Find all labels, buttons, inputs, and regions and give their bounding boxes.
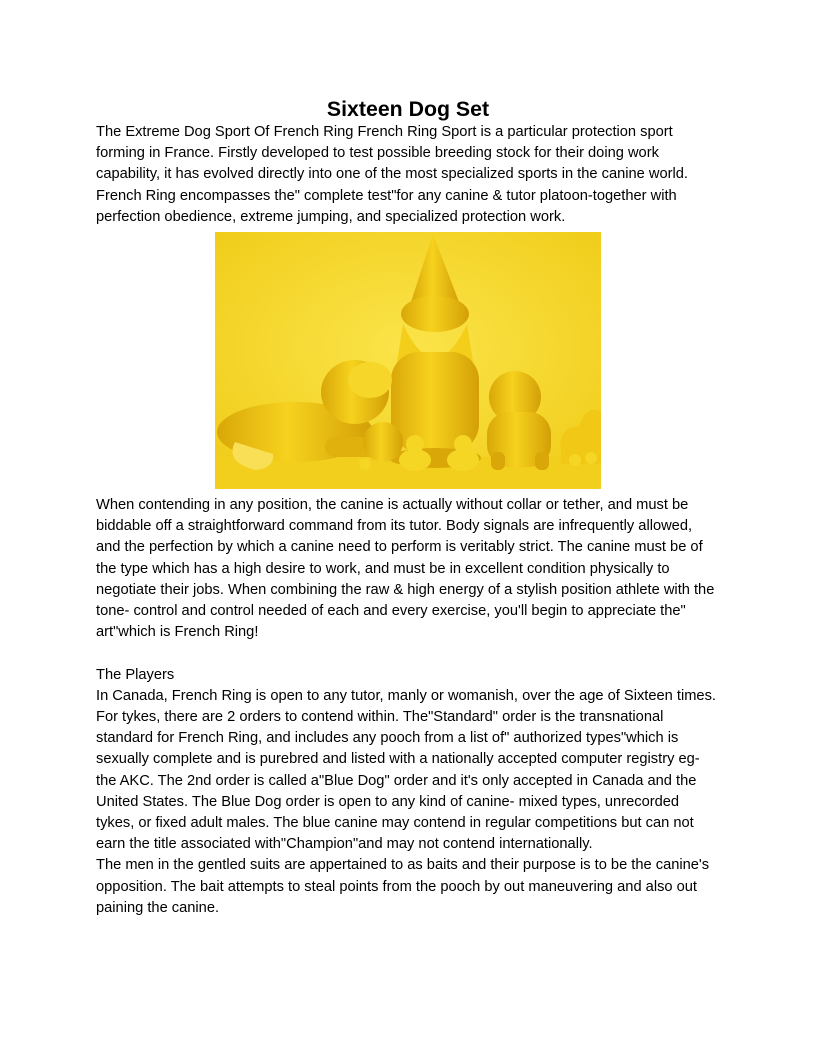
body-paragraph-2: In Canada, French Ring is open to any tutor, manly or womanish, over the age of Sixteen times. For tykes, there are 2 orders to contend within. The"Standard" order is the transnational standard for French Ring, and includes any pooch from a list of" authorized types"which is sexually complete and is purebred and listed with a nationally accepted computer registry eg-the AKC. The 2nd order is called a"Blue Dog" order and it's only accepted in Canada and the United States. The Blue Dog order is open to any kind of canine- mixed types, unrecorded tykes, or fixed adult males. The blue canine may contend in regular competitions but can not earn the title associated with"Champion"and may not contend internationally. bbox=[96, 687, 716, 853]
yellow-figurines-photo bbox=[215, 232, 601, 489]
document-title: Sixteen Dog Set bbox=[326, 97, 490, 121]
section-heading: The Players bbox=[96, 666, 175, 683]
body-paragraph-1: When contending in any position, the canine is actually without collar or tether, and must be biddable off a straightforward command from its tutor. Body signals are infrequently allowed, and the perfection by which a canine need to perform is veritably strict. The canine must be of the type which has a high desire to work, and must be in excellent condition physically to negotiate their jobs. When combining the raw & high energy of a stylish position athlete with the tone- control and control needed of each and every exercise, you'll begin to appreciate the" art"which is French Ring! bbox=[96, 497, 715, 641]
intro-paragraph: The Extreme Dog Sport Of French Ring French Ring Sport is a particular protection sport forming in France. Firstly developed to test possible breeding stock for their doing work capability, it has evolved directly into one of the most specialized sports in the canine world. French Ring encompasses the" complete test"for any canine & tutor platoon-together with perfection obedience, extreme jumping, and specialized protection work. bbox=[96, 124, 688, 225]
document-page bbox=[96, 96, 720, 919]
spacer bbox=[96, 643, 720, 664]
body-paragraph-3: The men in the gentled suits are appertained to as baits and their purpose is to be the canine's opposition. The bait attempts to steal points from the pooch by out maneuvering and also out paining the canine. bbox=[96, 857, 710, 916]
